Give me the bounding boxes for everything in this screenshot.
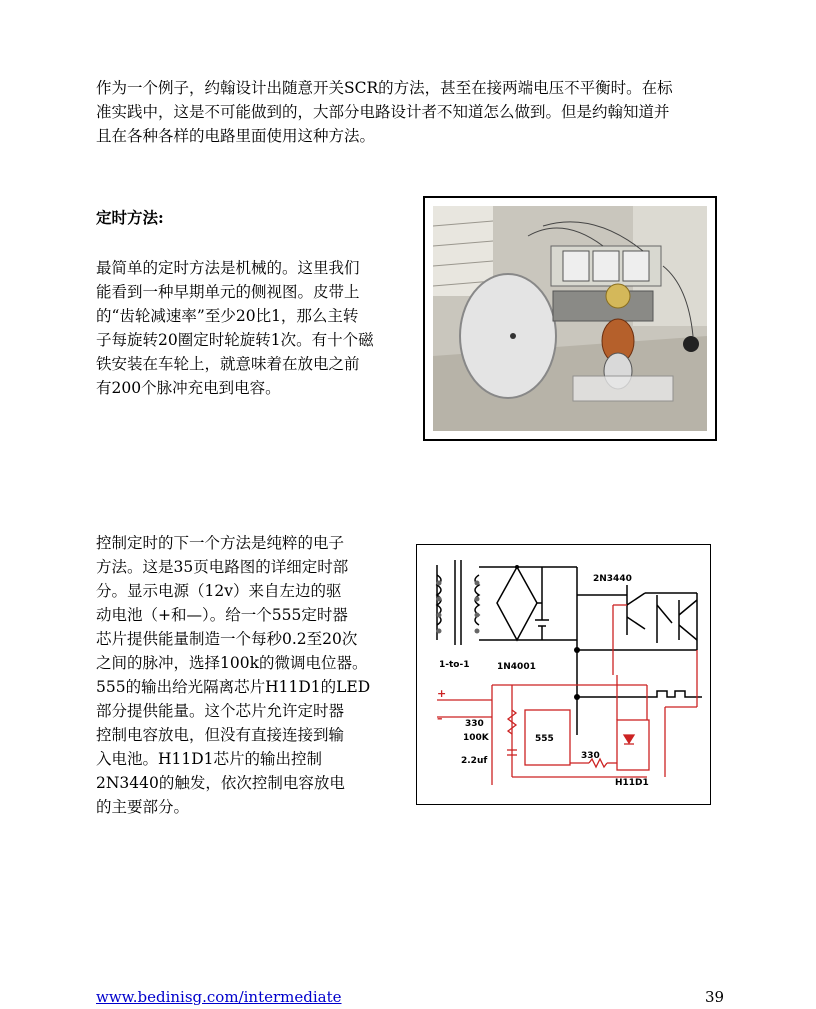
- section-heading: 定时方法:: [96, 208, 164, 227]
- label-2n3440: 2N3440: [593, 574, 632, 584]
- label-330-resistor-2: 330: [581, 751, 600, 761]
- circuit-schematic: [417, 545, 710, 804]
- label-1n4001: 1N4001: [497, 662, 536, 672]
- device-photo-illustration: [433, 206, 707, 431]
- mechanical-timing-paragraph: 最简单的定时方法是机械的。这里我们 能看到一种早期单元的侧视图。皮带上 的“齿轮减速率”至少20比1，那么主转 子每旋转20圈定时轮旋转1次。有十个磁 铁安装在车轮上，就意味着在放电之前 有200个脉冲充电到电容。: [96, 259, 374, 397]
- label-2-2uf: 2.2uf: [461, 756, 488, 766]
- label-330-resistor: 330: [465, 719, 484, 729]
- label-plus: +: [437, 687, 447, 700]
- page-number: 39: [705, 988, 725, 1006]
- label-1-to-1: 1-to-1: [439, 660, 470, 670]
- label-minus: –: [437, 712, 443, 725]
- intro-paragraph: 作为一个例子，约翰设计出随意开关SCR的方法，甚至在接两端电压不平衡时。在标 准实践中，这是不可能做到的，大部分电路设计者不知道怎么做到。但是约翰知道并 且在各种各样的电路里面使用这种方法。: [96, 79, 673, 145]
- label-100k: 100K: [463, 733, 489, 743]
- label-555: 555: [535, 734, 554, 744]
- electronic-timing-paragraph: 控制定时的下一个方法是纯粹的电子 方法。这是35页电路图的详细定时部 分。显示电源（12v）来自左边的驱 动电池（+和—）。给一个555定时器 芯片提供能量制造一个每秒0.2至20次 之间的脉冲，选择100k的微调电位器。 555的输出给光隔离芯片H11D1的LED 部分提供能量。这个芯片允许定时器 控制电容放电，但没有直接连接到输 入电池。H11D1芯片的输出控制 2N3440的触发，依次控制电容放电 的主要部分。: [96, 534, 371, 816]
- timing-circuit-diagram: [416, 544, 711, 805]
- footer-website-link[interactable]: www.bedinisg.com/intermediate: [96, 988, 342, 1006]
- label-h11d1: H11D1: [615, 778, 649, 788]
- device-photo: [423, 196, 717, 441]
